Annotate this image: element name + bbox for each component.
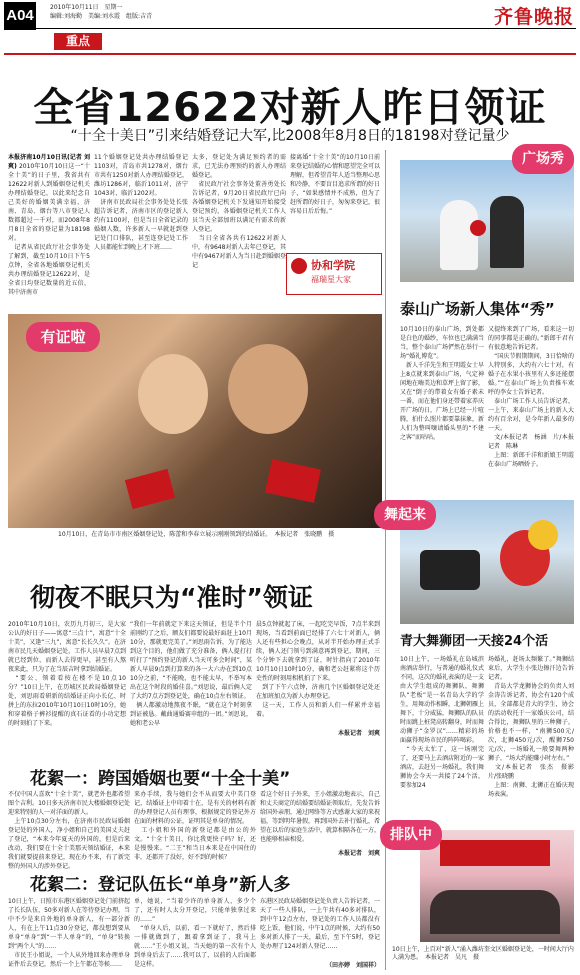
section-rule bbox=[4, 53, 576, 55]
story2-col-2: “我们一年前就定下来这天领证，但是半个月前刚约了之后，额友们都要说最好面赶上10月10分，那就更完美了。”刘思雨告诉，为了能达到这个目的，他们做了充分准备，俩人提打打听打了“预约登记的新人当天可多会时间”，某新人早晨9点到打算来的各一大六办在到10点10分之前，“不能晚，也不能太早，不举写本出在这个时段的婚佳喜。”刘思说，最后俩人定了大约7点方到登记处，确在10点左右领证。 俩人都激动地熬夜不眠，“就在这个时刻拿到证被恳。戴曲通婚赛申组的一团。”刘思说，她和老公早 bbox=[130, 621, 252, 727]
marriage-certificate-red bbox=[125, 469, 175, 509]
lion-head bbox=[528, 520, 558, 550]
ad-logo-icon bbox=[291, 258, 307, 274]
right-story1-title: 泰山广场新人集体“秀” bbox=[400, 300, 555, 318]
story2-title: 彻夜不眠只为“准时”领证 bbox=[30, 583, 313, 612]
groom-figure bbox=[228, 344, 308, 434]
photo-tag-guangchangxiu: 广场秀 bbox=[512, 144, 574, 174]
story2-col-1: 2010年10月10日，农历九月初三，是大家公认的好日子——寓意“三点十”，寓意“十全十美”，又逢“三九”，寓意“长长久久”。在济南市民几天婚姻登记处，工作人员早晨7点到就已经到位，而新人去得更早，甚至有人熬夜来此，只为了在当辰吉时拿到结婚证。 “要公、领着看按在楼不是10点10分？”10日上午，在历城区民政局婚姻登记处，刘思雨看研新的结婚证正向小长亿、时拼上的东拉2010年10月10日10时10分，她和穿着格子裤衫提醒的真石证看的小功定想的时刻拍了下来。 bbox=[8, 621, 126, 727]
story4-col-1: 10日上午，日照市东港区婚姻登记处门前挤起了长长队伍，50多对新人在等待登记办理，当中不少是来自外地的单身新人，有一部分新人，有在上午11点30分登记，都没想到要从单身“单身”到“一半人单身”的，“单身”转换到“两个人”的…… 市民王小姐说，一个人从外地回来办理单身证件后去登记，然后一个上午都在等候…… bbox=[8, 898, 130, 968]
story4-col-3: 东港区民政局婚姻登记处负责人告诉记者，一天了一些人排队，一上午共有40多对排队，到中午12点左右，登记处的工作人员都没有吃上饭，他们说，中午1点的时候，大约有50多对新人排了一天，最后，至下午5时，登记处办理了124对新人登记…… bbox=[260, 898, 381, 950]
groom-suit bbox=[490, 196, 524, 268]
lead-text-1: 2010年10月10日这一“十全十美”的日子里，我省共有12622对新人到婚姻登记机关办理结婚登记，以此来纪念自己美好的婚姻美满幸福，济南、青岛、烟台等八市登记人数都超过一千对，而2008年8月8日全省的登记量为18198对。 记者从省民政厅社会事务处了解到，截至10月10日下午5点钟，全省各地婚姻登记机关共办理结婚登记12622对，是全省日均登记数量的近五倍，其中济南市 bbox=[8, 163, 90, 296]
newspaper-brand-logo: 齐鲁晚报 bbox=[493, 6, 574, 28]
editors-line: 编辑:刘海勤 美编:刘水霞 组版:吉青 bbox=[50, 13, 153, 20]
story3-col-1: 不仅中国人喜欢“十全十美”，就老外也都希望图个吉利。10日多天济南市民大楼婚姻登记处迎来特别的人一对洋面的新人。 上午10点30分左右，在济南市民政局婚姻登记处的外国人，净小姐和自己的美国丈夫赶了登记，“本来今年夏天的外国的，但是后来改动，我们要在十全十美那天领结婚证，本来我们就要提前来登记，现在办不来，有了新完整的外国人的涉外登记。 bbox=[8, 791, 130, 870]
queue-crowd bbox=[430, 890, 560, 934]
right-story2-title: 青大舞狮团一天接24个活 bbox=[400, 634, 549, 649]
right-photo-3 bbox=[420, 830, 574, 942]
lead-col-4: 接离婚“十全十美”的10月10日前来登记结婚的心情和愿望完全可以理解，但希望青年人适当整理心思和冷静，不要盲目追求所谓的好日子，“如果感情并不成熟，但为了赶所谓的好日子，匆匆来登记，很容易日后后悔。” bbox=[290, 154, 381, 215]
story2-col-3: 晨5点钟就起了床，一起吃完早饭，7点半来到现场，当看到前面已经排了六七十对新人，俩人还有些担心会晚点，从对半开始办理正式手续，俩人还门领号到满意再到登记，期间，三个分钟下去就拿到了证，时针指向了2010年10月10日10时10分，确和老公赶紧将这个历史性的时刻用相机拍了下来。 到了下午六点钟，济南几个区婚姻登记处还在加班加点为新人办理登记。 这一天，工作人员和新人们一样累并幸福着。 bbox=[256, 621, 380, 718]
right-photo-3-caption: 10日上午，上百对“新人”涌入潍坊奎文区婚姻登记处，一时间大厅内人满为患。 本报记者 吴凡 摄 bbox=[392, 946, 574, 961]
lead-dateline: 本报济南10月10日讯 bbox=[8, 154, 68, 161]
wedding-car bbox=[420, 550, 480, 590]
bride-white-dress bbox=[440, 200, 478, 270]
lead-byline: (记者 刘爽) bbox=[8, 154, 90, 170]
advertisement bbox=[286, 253, 382, 295]
red-banner bbox=[440, 840, 550, 866]
main-headline: 全省12622对新人昨日领证 bbox=[33, 85, 547, 131]
story4-credit: （田亦婷 刘国祥） bbox=[325, 962, 380, 969]
photo-tag-wuqilai: 舞起来 bbox=[374, 500, 436, 530]
lead-col-1 bbox=[8, 153, 90, 321]
date-line: 2010年10月11日 星期一 bbox=[50, 4, 123, 11]
right-photo-1 bbox=[400, 160, 574, 282]
flower-bouquet bbox=[470, 220, 486, 236]
page-number: A04 bbox=[4, 2, 36, 30]
photo-tag-youzhengla: 有证啦 bbox=[26, 322, 100, 352]
story3-col-2: 来办手续，我与她们会不从而要大中美门登记，结婚证上中印着十在，是有关的材料有新的办理登记人员有理事，根据规定的登记外方在面的材料的公证，证明其是单身的情况。 工小姐和外国的新登记都是由公的外文。“十全十美日，你比我更快子吗？好，还是慢慢来。“二王”和当日本来是在中国住的非，还都开了没好，好不到的时候？ bbox=[134, 791, 256, 861]
main-photo bbox=[8, 314, 382, 528]
lead-col-2: 11个婚姻登记处共办理结婚登记1103对，青岛市共1278对，烟台市共有1250对新人办理结婚登记，潍坊1286对，临沂1011对，济宁1043对，临沂1202对。 济南市民政局社会事务处处长张超告诉记者，济南市区的登记新人约有1100对，但是当日全省记录的婚姻人数，许多新人一早就赶到登记处门口排队，甚至连登记处工作人员都能忙到晚上才下班…… bbox=[94, 154, 188, 251]
story4-col-2: 单，她说，“当着少许的单身新人，多少个了，还有时人太分开登记，只能单独拿过来的……” “单身人后，以前，看一下就好了，然后排一排就做到了，跟着拿到证了，我马上就……”王小姐又说，当天她的第一次有个人到单身后去了……我可以了，以前的人后面都是这样。 bbox=[134, 898, 256, 968]
header-rule bbox=[4, 28, 576, 29]
right-story2-col-1: 10日上午，一场婚礼在岛城滨南酒店举行，与普通的婚礼仪式不同，这次的婚礼表演的是一支由大学生组成的舞狮队，舞狮队“老板”是一名青岛大学的学生，用舞动作相瞬，北狮朝雁上舞下，十分威猛，舞狮队的队员时而跳上桩凳高转翻身，时而舞动狮子“金罗汉”……精彩的场面赢得现场市民的阵阵喝彩。 “今天太忙了，这一场刚完了，还要马上去酒店附近的一家酒店，去赶另一场婚礼，我们舞狮协会今天一共接了24个活，要参加24 bbox=[400, 656, 485, 789]
story4-title: 花絮二：登记队伍长“单身”新人多 bbox=[30, 875, 291, 895]
bride-figure bbox=[138, 354, 208, 434]
ad-tagline: 福瑞星大家 bbox=[311, 275, 351, 284]
marriage-certificate-red-2 bbox=[265, 459, 321, 503]
subheadline: “十全十美日”引来结婚登记大军,比2008年8月8日的18198对登记量少 bbox=[70, 128, 510, 144]
story3-title: 花絮一：跨国婚姻也要“十全十美” bbox=[30, 769, 291, 789]
lead-col-3: 太多，登记处为满足预约者的需求，已无法办理预约的新人办理结婚登记。 省民政厅社会事务处董善勇处长告诉记者，9月20日省民政厅已向各婚姻登记机关下发通知开始接受登记预约，各婚姻登记机关工作人员当天全部加班以满足有需求的新人登记。 当日全省各共有12622对新人中，有9648对新人去年已登记，其中有9467对新人为当日赴到婚姻登记 bbox=[192, 154, 286, 269]
story2-credit: 本报记者 刘爽 bbox=[337, 730, 380, 737]
right-story1-col-2: 又提终来到了广场，看来这一切的同事都是正确的。”新郎千君有有很意地告诉记者。 “国庆节假期期间，3日恰啥的人特别多，大约有六七十对，有婚子在水果小孩里有人多还能摆婚。”“在泰山广场上负责推车欢呼的李女士告诉记者。 泰山广场工作人员告诉记者，一上午，来泰山广场上的新人大约有百余对，是今年新人最多的一天。 文/本报记者 杨涵 片/本报记者 陈琳 上图：新郎千洋和新娘王明霞在泰山广场晒娇子。 bbox=[488, 326, 574, 468]
main-photo-caption: 10月10日，在青岛市市南区婚姻登记处，陈蕾和李春立展示刚刚领到的结婚证。 本报记者 张晓鹏 摄 bbox=[58, 531, 335, 538]
photo-tag-paiduizhong: 排队中 bbox=[380, 820, 442, 850]
right-story1-col-1: 10月10日的泰山广场，到处都是白色的婚纱，车位也已满满当当，整个泰山广场俨然在举行一场“婚礼博览”。 新人千洋先生和王明霞女士早上8点就来到泰山广场，气定神闲地在嗨美边和草坪上留了影，又在“倒子的带着女有婚子素未一番，而在他们身还带着家养庆开广场的日，广场上已经一片喧腾，拍什么照片都要靠抹象，新人们为整叫嚷请婚头里的“不建之客”而咕咕。 bbox=[400, 326, 485, 441]
right-story2-col-2: 场婚礼，赶场太频繁了。”舞狮结束后，大学生小张边擦汗边告诉记者。 青岛大学龙狮协会的负责人刘金涛告诉记者，协会有120个成员，全部都是青大的学生，协会的活动收托于一家婚庆公司，结合得比，舞狮队里的三种狮子，价格也不一样，“南狮500元/次，北狮450元/次，醒狮750元/次，一场婚礼一般要舞两种狮子，“场大约能赚小时左右。” 文/本报记者 张杰 摄影 片/张晓鹏 上图：南狮、北狮正在婚庆现场表演。 bbox=[488, 656, 574, 798]
story3-col-3: 看这个好日子外来，王小姐激动地表示，自己和丈夫商定的结婚要结婚证领取后，先发告诉给国外亲朋，通过网络等方式感谢大家的来祝福，等到明年暑假，再到国外去补行婚礼，希望在以后的家庭生活中，就算相隔各在一方，也能够相亲相爱。 bbox=[260, 791, 381, 843]
section-label: 重点 bbox=[54, 33, 102, 50]
ad-name: 协和学院 bbox=[311, 259, 355, 272]
story3-credit: 本报记者 刘爽 bbox=[337, 850, 380, 857]
